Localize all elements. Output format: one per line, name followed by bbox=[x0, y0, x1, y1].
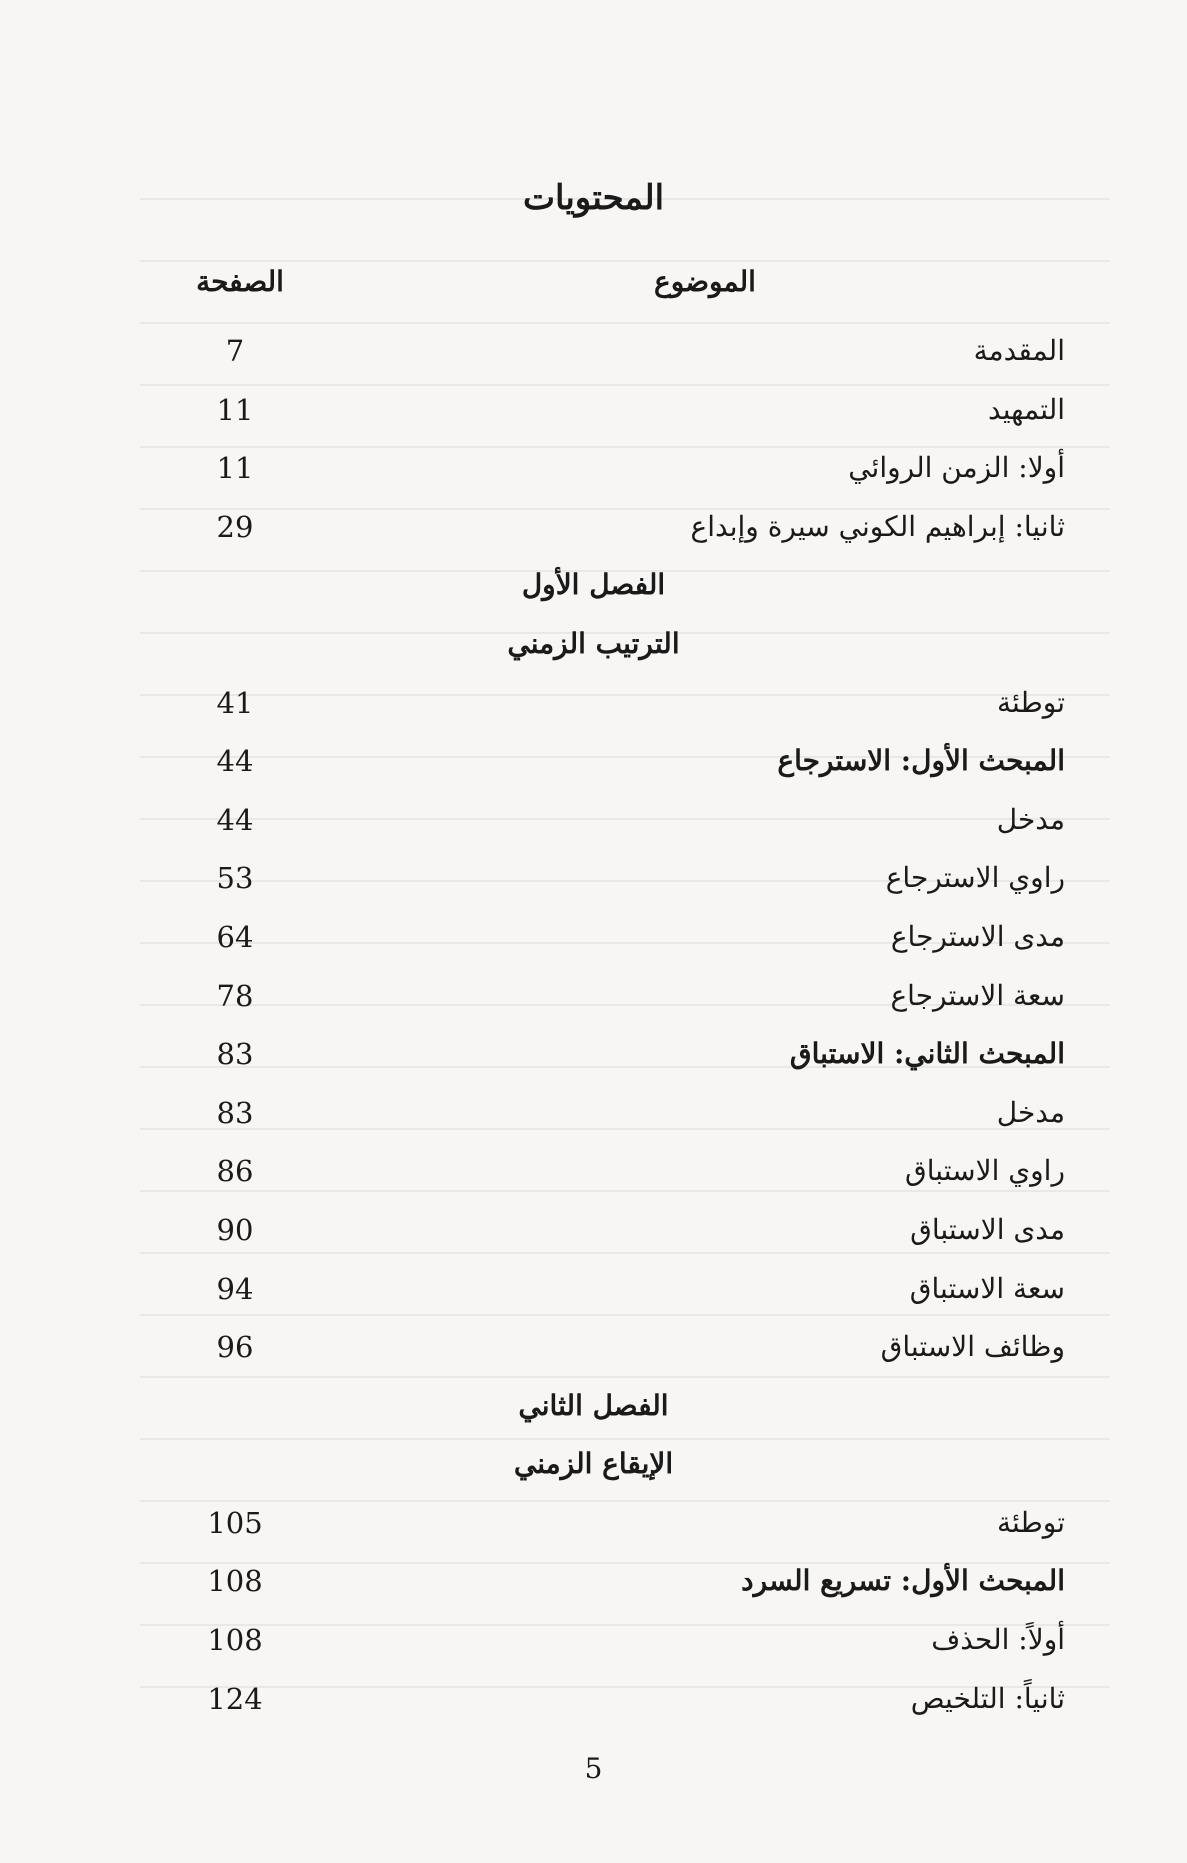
toc-entry-page: 29 bbox=[216, 509, 254, 544]
toc-entry bbox=[0, 1090, 1187, 1149]
toc-entry-title: المبحث الأول: تسريع السرد bbox=[741, 1564, 1065, 1598]
toc-entry-page: 44 bbox=[216, 744, 254, 779]
toc-entry-page: 41 bbox=[216, 685, 254, 720]
toc-entry bbox=[0, 738, 1187, 797]
toc-entry bbox=[0, 914, 1187, 973]
toc-entry bbox=[0, 1148, 1187, 1207]
page-title: المحتويات bbox=[522, 178, 665, 218]
toc-entry-title: توطئة bbox=[996, 1505, 1065, 1539]
toc-entry bbox=[0, 855, 1187, 914]
toc-entry bbox=[0, 1207, 1187, 1266]
toc-entry-title: الفصل الأول bbox=[521, 568, 666, 602]
toc-chapter-heading bbox=[0, 1383, 1187, 1442]
toc-entry-page: 53 bbox=[216, 861, 254, 896]
toc-entry-title: ثانيا: إبراهيم الكوني سيرة وإبداع bbox=[690, 509, 1065, 543]
toc-entry-page: 96 bbox=[216, 1330, 254, 1365]
toc-entry bbox=[0, 504, 1187, 563]
toc-entry bbox=[0, 1617, 1187, 1676]
column-header-subject: الموضوع bbox=[654, 265, 756, 298]
toc-entry-title: أولاً: الحذف bbox=[931, 1623, 1065, 1657]
page-number: 5 bbox=[584, 1752, 603, 1785]
toc-entry bbox=[0, 445, 1187, 504]
toc-entry bbox=[0, 797, 1187, 856]
toc-entry-title: سعة الاسترجاع bbox=[890, 978, 1065, 1012]
toc-entry-page: 64 bbox=[216, 919, 254, 954]
toc-entry-title: سعة الاستباق bbox=[909, 1271, 1065, 1305]
toc-entry-page: 108 bbox=[207, 1623, 263, 1658]
toc-entry bbox=[0, 1558, 1187, 1617]
toc-entry-page: 86 bbox=[216, 1154, 254, 1189]
toc-entry-title: وظائف الاستباق bbox=[880, 1330, 1065, 1364]
toc-entry-title: مدخل bbox=[996, 802, 1065, 836]
toc-entry bbox=[0, 1324, 1187, 1383]
toc-entry-title: مدى الاسترجاع bbox=[890, 919, 1065, 953]
toc-entry bbox=[0, 680, 1187, 739]
toc-entry-title: راوي الاسترجاع bbox=[885, 861, 1065, 895]
toc-entry-title: أولا: الزمن الروائي bbox=[848, 451, 1065, 485]
toc-entry-title: ثانياً: التلخيص bbox=[910, 1681, 1065, 1715]
toc-entry-title: المبحث الأول: الاسترجاع bbox=[777, 744, 1065, 778]
toc-entry-page: 11 bbox=[216, 451, 254, 486]
toc-entry bbox=[0, 1031, 1187, 1090]
toc-entry-title: توطئة bbox=[996, 685, 1065, 719]
column-header-page: الصفحة bbox=[196, 265, 284, 298]
toc-entry-page: 124 bbox=[207, 1681, 263, 1716]
toc-entry-page: 90 bbox=[216, 1212, 254, 1247]
toc-chapter-heading bbox=[0, 562, 1187, 621]
toc-entry-page: 83 bbox=[216, 1095, 254, 1130]
toc-chapter-heading bbox=[0, 621, 1187, 680]
toc-entry-page: 83 bbox=[216, 1037, 254, 1072]
toc-entry bbox=[0, 1500, 1187, 1559]
toc-entry-title: الإيقاع الزمني bbox=[513, 1447, 674, 1481]
toc-entry bbox=[0, 1266, 1187, 1325]
toc-entry-title: راوي الاستباق bbox=[904, 1154, 1065, 1188]
toc-entry-page: 78 bbox=[216, 978, 254, 1013]
table-of-contents bbox=[0, 328, 1187, 1734]
toc-entry-title: الترتيب الزمني bbox=[507, 626, 680, 660]
toc-entry bbox=[0, 328, 1187, 387]
toc-entry-title: المقدمة bbox=[973, 334, 1065, 367]
toc-entry bbox=[0, 1676, 1187, 1735]
toc-entry-title: مدخل bbox=[996, 1095, 1065, 1129]
toc-entry bbox=[0, 387, 1187, 446]
toc-entry-page: 105 bbox=[207, 1505, 263, 1540]
toc-entry-title: الفصل الثاني bbox=[518, 1388, 669, 1422]
toc-chapter-heading bbox=[0, 1441, 1187, 1500]
toc-entry-page: 94 bbox=[216, 1271, 254, 1306]
toc-entry-title: المبحث الثاني: الاستباق bbox=[789, 1037, 1065, 1071]
toc-entry-title: مدى الاستباق bbox=[910, 1212, 1065, 1246]
toc-entry-title: التمهيد bbox=[988, 392, 1065, 426]
toc-entry-page: 108 bbox=[207, 1564, 263, 1599]
toc-entry-page: 44 bbox=[216, 802, 254, 837]
toc-entry bbox=[0, 973, 1187, 1032]
toc-entry-page: 11 bbox=[216, 392, 254, 427]
toc-entry-page: 7 bbox=[225, 334, 245, 368]
